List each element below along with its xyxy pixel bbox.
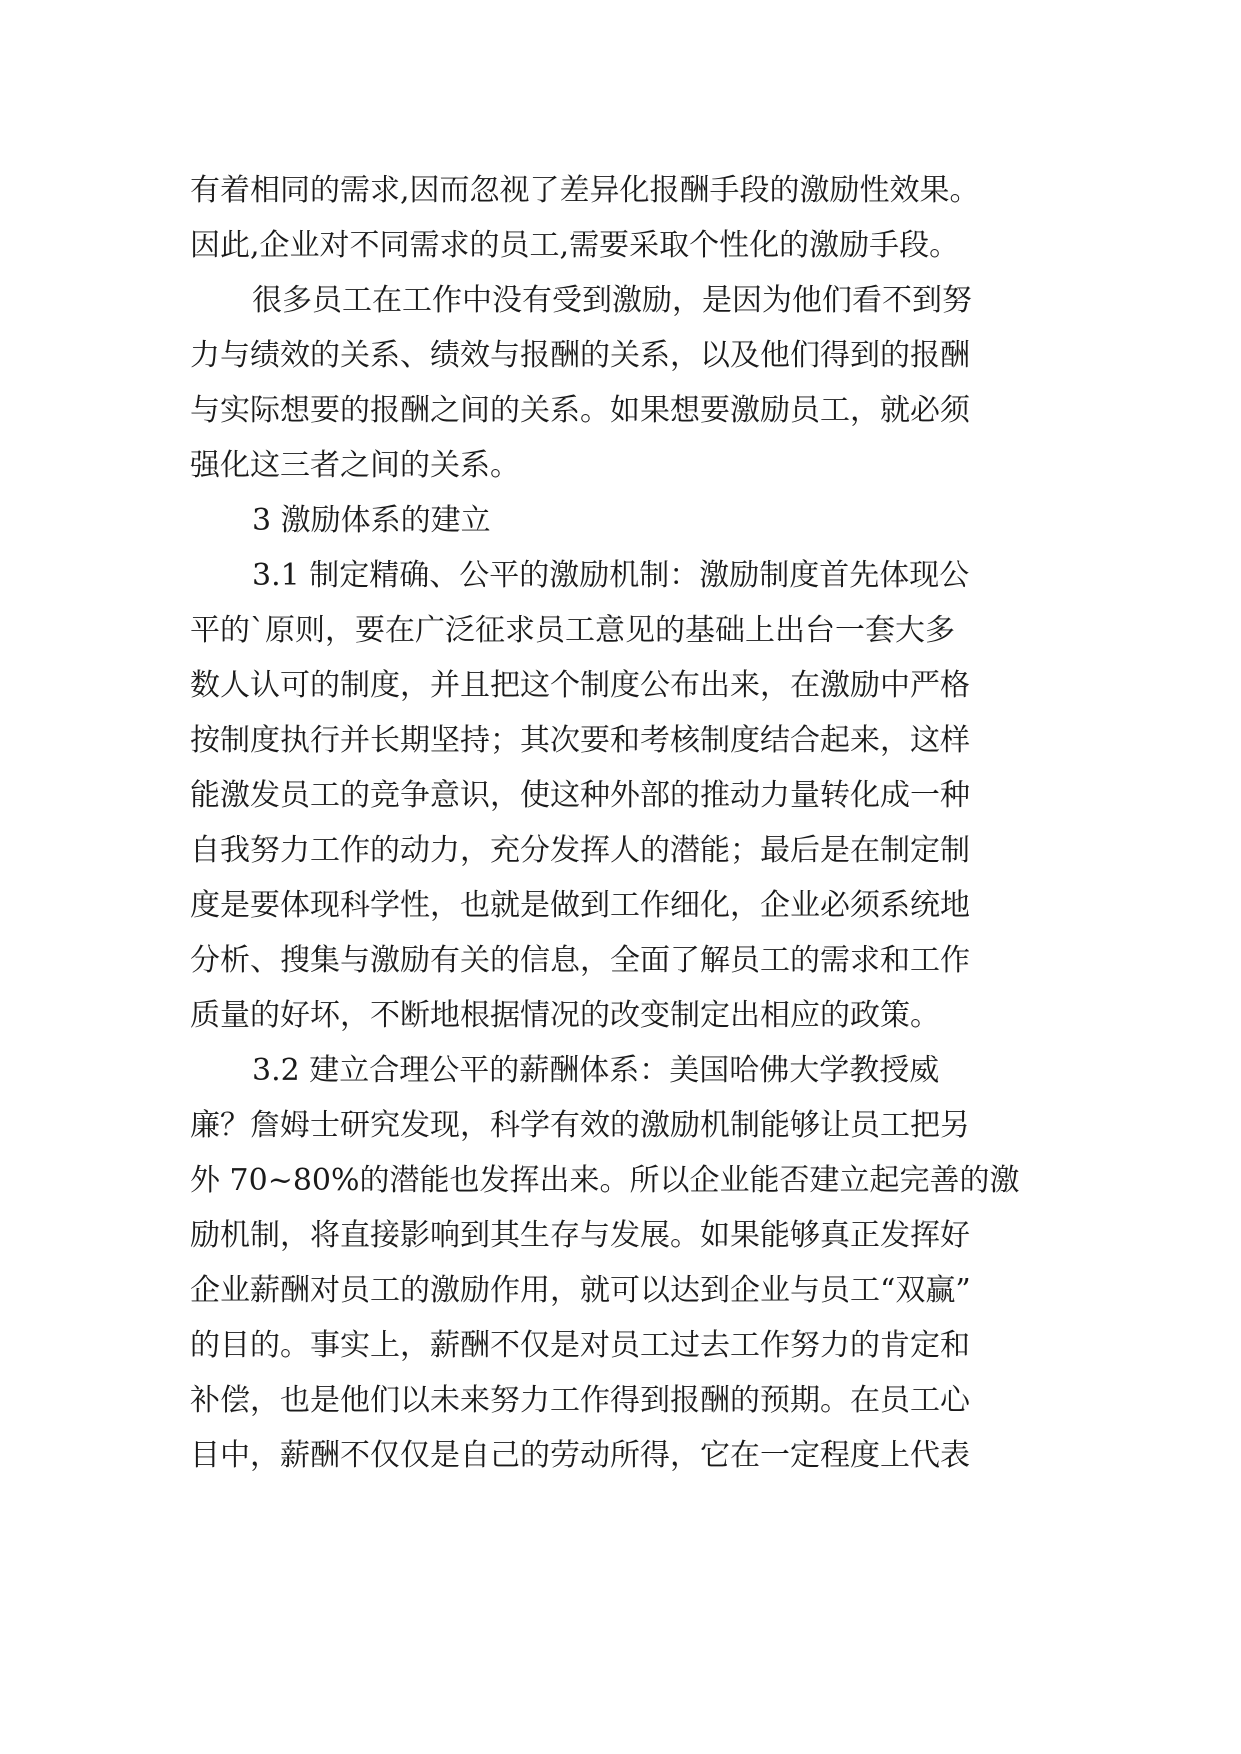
- paragraph-line: 很多员工在工作中没有受到激励，是因为他们看不到努: [252, 283, 972, 318]
- section-heading: 3 激励体系的建立: [252, 503, 491, 538]
- paragraph-line: 企业薪酬对员工的激励作用，就可以达到企业与员工“双赢”: [190, 1273, 971, 1308]
- paragraph-line: 强化这三者之间的关系。: [190, 448, 520, 483]
- paragraph-line: 数人认可的制度，并且把这个制度公布出来，在激励中严格: [190, 668, 970, 703]
- paragraph-line: 自我努力工作的动力，充分发挥人的潜能；最后是在制定制: [190, 833, 970, 868]
- paragraph-line: 3.1 制定精确、公平的激励机制：激励制度首先体现公: [252, 558, 970, 593]
- paragraph-line: 补偿，也是他们以未来努力工作得到报酬的预期。在员工心: [190, 1383, 970, 1418]
- paragraph-line: 因此,企业对不同需求的员工,需要采取个性化的激励手段。: [190, 228, 960, 263]
- paragraph-line: 有着相同的需求,因而忽视了差异化报酬手段的激励性效果。: [190, 173, 980, 208]
- paragraph-line: 质量的好坏，不断地根据情况的改变制定出相应的政策。: [190, 998, 940, 1033]
- paragraph-line: 能激发员工的竞争意识，使这种外部的推动力量转化成一种: [190, 778, 970, 813]
- paragraph-line: 度是要体现科学性，也就是做到工作细化，企业必须系统地: [190, 888, 970, 923]
- paragraph-line: 的目的。事实上，薪酬不仅是对员工过去工作努力的肯定和: [190, 1328, 970, 1363]
- paragraph-line: 力与绩效的关系、绩效与报酬的关系，以及他们得到的报酬: [190, 338, 970, 373]
- paragraph-line: 平的`原则，要在广泛征求员工意见的基础上出台一套大多: [190, 613, 955, 648]
- paragraph-line: 与实际想要的报酬之间的关系。如果想要激励员工，就必须: [190, 393, 970, 428]
- paragraph-line: 外 70~80%的潜能也发挥出来。所以企业能否建立起完善的激: [190, 1163, 1020, 1198]
- paragraph-line: 励机制，将直接影响到其生存与发展。如果能够真正发挥好: [190, 1218, 970, 1253]
- paragraph-line: 3.2 建立合理公平的薪酬体系：美国哈佛大学教授威: [252, 1053, 940, 1088]
- paragraph-line: 分析、搜集与激励有关的信息，全面了解员工的需求和工作: [190, 943, 970, 978]
- paragraph-line: 廉？詹姆士研究发现，科学有效的激励机制能够让员工把另: [190, 1108, 970, 1143]
- paragraph-line: 目中，薪酬不仅仅是自己的劳动所得，它在一定程度上代表: [190, 1438, 970, 1473]
- paragraph-line: 按制度执行并长期坚持；其次要和考核制度结合起来，这样: [190, 723, 970, 758]
